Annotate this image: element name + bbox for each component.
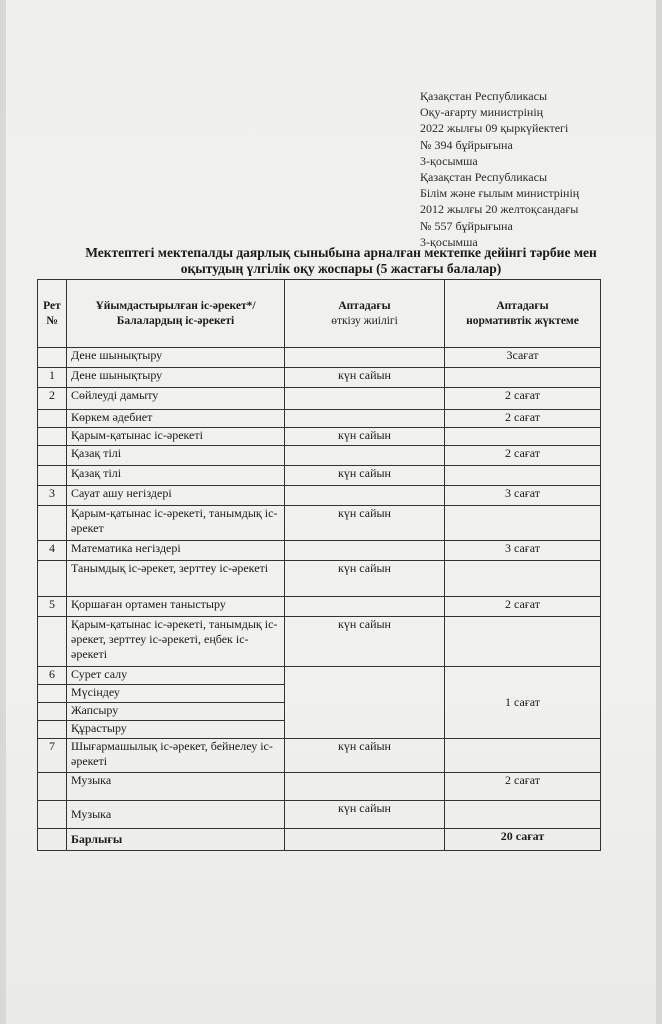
table-row — [38, 617, 601, 667]
table-cell: Қарым-қатынас іс-әрекеті, танымдық іс-әрекет, зерттеу іс-әрекеті, еңбек іс-әрекеті — [67, 617, 285, 667]
table-cell — [445, 617, 601, 667]
table-row — [38, 428, 601, 446]
table-cell — [285, 410, 445, 428]
total-row — [38, 829, 601, 851]
table-cell — [38, 773, 67, 801]
header-text: нормативтік жүктеме — [466, 314, 579, 327]
table-header-row — [38, 280, 601, 348]
curriculum-table — [37, 279, 601, 851]
table-cell: Қарым-қатынас іс-әрекеті, танымдық іс-әрекет — [67, 506, 285, 541]
table-cell: 2 сағат — [445, 773, 601, 801]
table-cell: Сурет салу — [67, 667, 285, 685]
table-row — [38, 801, 601, 829]
table-cell: күн сайын — [285, 801, 445, 829]
table-cell: 7 — [38, 739, 67, 773]
total-label: Барлығы — [67, 829, 285, 851]
table-cell: Дене шынықтыру — [67, 368, 285, 388]
table-cell — [38, 721, 67, 739]
table-cell: 1 — [38, 368, 67, 388]
table-cell — [38, 348, 67, 368]
table-cell — [445, 428, 601, 446]
table-cell: Қоршаған ортамен таныстыру — [67, 597, 285, 617]
table-cell — [285, 388, 445, 410]
header-text: өткізу жиілігі — [331, 314, 398, 327]
table-row — [38, 368, 601, 388]
table-cell: күн сайын — [285, 506, 445, 541]
table-cell: Қазақ тілі — [67, 466, 285, 486]
table-cell — [445, 739, 601, 773]
table-cell: 2 сағат — [445, 597, 601, 617]
table-cell: Көркем әдебиет — [67, 410, 285, 428]
title-line: Мектептегі мектепалды даярлық сыныбына арналған мектепке дейінгі тәрбие мен — [85, 245, 597, 260]
table-cell: Құрастыру — [67, 721, 285, 739]
table-cell — [38, 801, 67, 829]
document-page — [6, 0, 656, 1024]
table-cell — [445, 561, 601, 597]
table-cell: 4 — [38, 541, 67, 561]
document-title — [26, 245, 656, 277]
table-cell: 2 сағат — [445, 388, 601, 410]
table-cell — [38, 685, 67, 703]
table-cell: Мүсіндеу — [67, 685, 285, 703]
table-cell: 2 сағат — [445, 446, 601, 466]
table-cell: күн сайын — [285, 466, 445, 486]
column-header-load — [445, 280, 601, 348]
table-cell: күн сайын — [285, 428, 445, 446]
header-text: Рет — [43, 299, 61, 312]
table-row — [38, 486, 601, 506]
table-cell: Музыка — [67, 773, 285, 801]
header-line: 2012 жылғы 20 желтоқсандағы — [420, 202, 579, 217]
table-cell: 3 сағат — [445, 541, 601, 561]
table-cell — [38, 410, 67, 428]
table-cell: Математика негіздері — [67, 541, 285, 561]
table-cell: Музыка — [67, 801, 285, 829]
table-cell — [445, 506, 601, 541]
table-cell — [38, 506, 67, 541]
table-cell — [285, 348, 445, 368]
header-line: Қазақстан Республикасы — [420, 170, 548, 185]
column-header-frequency — [285, 280, 445, 348]
header-text: Аптадағы — [496, 299, 549, 312]
table-row — [38, 348, 601, 368]
header-line: 3-қосымша — [420, 234, 478, 249]
total-load: 20 сағат — [445, 829, 601, 851]
table-row — [38, 410, 601, 428]
title-line: оқытудың үлгілік оқу жоспары (5 жастағы балалар) — [180, 261, 502, 276]
table-row — [38, 561, 601, 597]
header-line: № 394 бұйрығына — [420, 137, 513, 152]
table-cell — [38, 617, 67, 667]
table-cell: Танымдық іс-әрекет, зерттеу іс-әрекеті — [67, 561, 285, 597]
table-cell: Шығармашылық іс-әрекет, бейнелеу іс-әрекеті — [67, 739, 285, 773]
table-cell — [38, 703, 67, 721]
table-cell — [285, 446, 445, 466]
header-line: Оқу-ағарту министрінің — [420, 105, 544, 120]
table-cell: 3 — [38, 486, 67, 506]
table-cell — [285, 597, 445, 617]
column-header-number — [38, 280, 67, 348]
approval-header — [420, 88, 660, 250]
table-cell — [445, 466, 601, 486]
table-cell: күн сайын — [285, 561, 445, 597]
table-row — [38, 506, 601, 541]
table-cell — [38, 829, 67, 851]
column-header-activity — [67, 280, 285, 348]
table-cell: Сауат ашу негіздері — [67, 486, 285, 506]
table-row — [38, 446, 601, 466]
table-cell — [445, 801, 601, 829]
table-cell — [285, 773, 445, 801]
table-cell: Жапсыру — [67, 703, 285, 721]
table-cell — [285, 541, 445, 561]
table-cell: 5 — [38, 597, 67, 617]
table-cell: 1 сағат — [445, 667, 601, 739]
header-text: Балалардың іс-әрекеті — [116, 314, 235, 327]
header-line: Білім және ғылым министрінің — [420, 186, 580, 201]
table-cell: Қарым-қатынас іс-әрекеті — [67, 428, 285, 446]
table-cell: 3сағат — [445, 348, 601, 368]
table-cell: күн сайын — [285, 739, 445, 773]
table-row — [38, 388, 601, 410]
table-row — [38, 667, 601, 685]
table-cell — [38, 428, 67, 446]
header-text: № — [46, 314, 58, 327]
header-line: 2022 жылғы 09 қыркүйектегі — [420, 121, 569, 136]
table-cell: 6 — [38, 667, 67, 685]
table-cell — [38, 466, 67, 486]
header-line: Қазақстан Республикасы — [420, 89, 548, 103]
table-cell — [38, 561, 67, 597]
table-row — [38, 597, 601, 617]
header-line: № 557 бұйрығына — [420, 218, 513, 233]
table-cell: күн сайын — [285, 368, 445, 388]
table-cell — [445, 368, 601, 388]
header-line: 3-қосымша — [420, 153, 478, 168]
table-cell: 2 сағат — [445, 410, 601, 428]
table-cell — [285, 829, 445, 851]
table-cell: 3 сағат — [445, 486, 601, 506]
table-row — [38, 773, 601, 801]
table-cell: Қазақ тілі — [67, 446, 285, 466]
table-cell — [38, 446, 67, 466]
table-row — [38, 541, 601, 561]
table-cell: 2 — [38, 388, 67, 410]
table-row — [38, 739, 601, 773]
table-cell — [285, 486, 445, 506]
table-cell: күн сайын — [285, 617, 445, 667]
table-cell: Дене шынықтыру — [67, 348, 285, 368]
merged-frequency-cell — [285, 667, 445, 739]
header-text: Ұйымдастырылған іс-әрекет*/ — [95, 299, 256, 312]
table-row — [38, 466, 601, 486]
table-cell: Сөйлеуді дамыту — [67, 388, 285, 410]
header-text: Аптадағы — [338, 299, 391, 312]
